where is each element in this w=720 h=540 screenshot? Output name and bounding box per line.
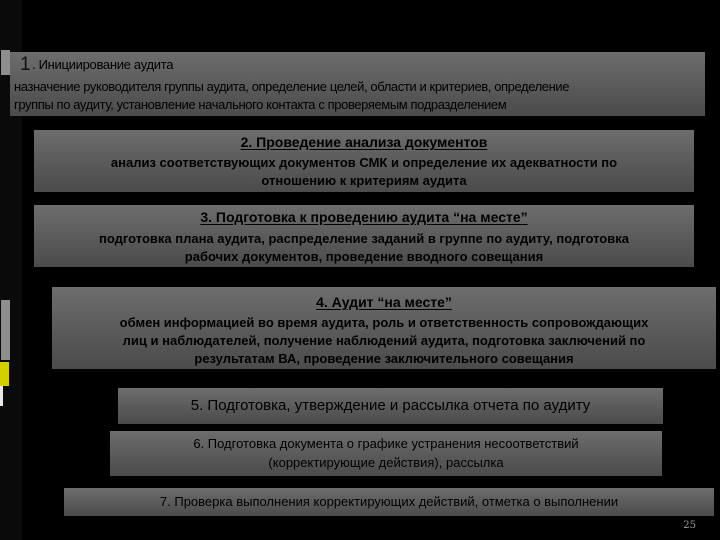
step-1-box [10,52,705,116]
step-2-body-line-1: анализ соответствующих документов СМК и определение их адекватности по [110,155,618,170]
step-7-line-1: 7. Проверка выполнения корректирующих действий, отметка о выполнении [159,494,619,509]
accent-bar-gray [1,50,10,75]
step-5-box [118,388,663,424]
step-2-title: 2. Проведение анализа документов [240,134,488,150]
step-7-box [64,488,714,516]
step-4-title: 4. Аудит “на месте” [316,294,452,310]
accent-bar-white [0,386,3,406]
step-1-number: 1 [20,54,31,75]
step-4-box [52,287,716,369]
step-2-box [34,130,694,192]
step-6-line-1: 6. Подготовка документа о графике устранения несоответствий [193,436,579,451]
step-3-body-line-1: подготовка плана аудита, распределение заданий в группе по аудиту, подготовка [99,231,629,246]
step-3-box [34,205,694,267]
step-6-box [110,431,662,476]
step-1-body-line-1: назначение руководителя группы аудита, определение целей, области и критериев, определение [14,79,570,94]
step-4-body-line-2: лиц и наблюдателей, получение наблюдений аудита, подготовка заключений по [122,333,646,348]
step-6-line-2: (корректирующие действия), рассылка [268,455,504,470]
step-1-body-line-2: группы по аудиту, установление начального контакта с проверяемым подразделением [14,97,507,112]
step-5-title: 5. Подготовка, утверждение и рассылка отчета по аудиту [190,397,591,414]
step-3-title: 3. Подготовка к проведению аудита “на месте” [200,209,528,225]
step-4-body-line-3: результатам ВА, проведение заключительного совещания [194,351,574,366]
step-1-title: . Инициирование аудита [32,57,174,72]
accent-bar-yellow [0,362,9,386]
step-4-body-line-1: обмен информацией во время аудита, роль и ответственность сопровождающих [119,315,649,330]
accent-bar-gray [1,300,10,360]
step-3-body-line-2: рабочих документов, проведение вводного совещания [184,249,544,264]
step-2-body-line-2: отношению к критериям аудита [261,173,467,188]
page-number: 25 [683,520,696,531]
